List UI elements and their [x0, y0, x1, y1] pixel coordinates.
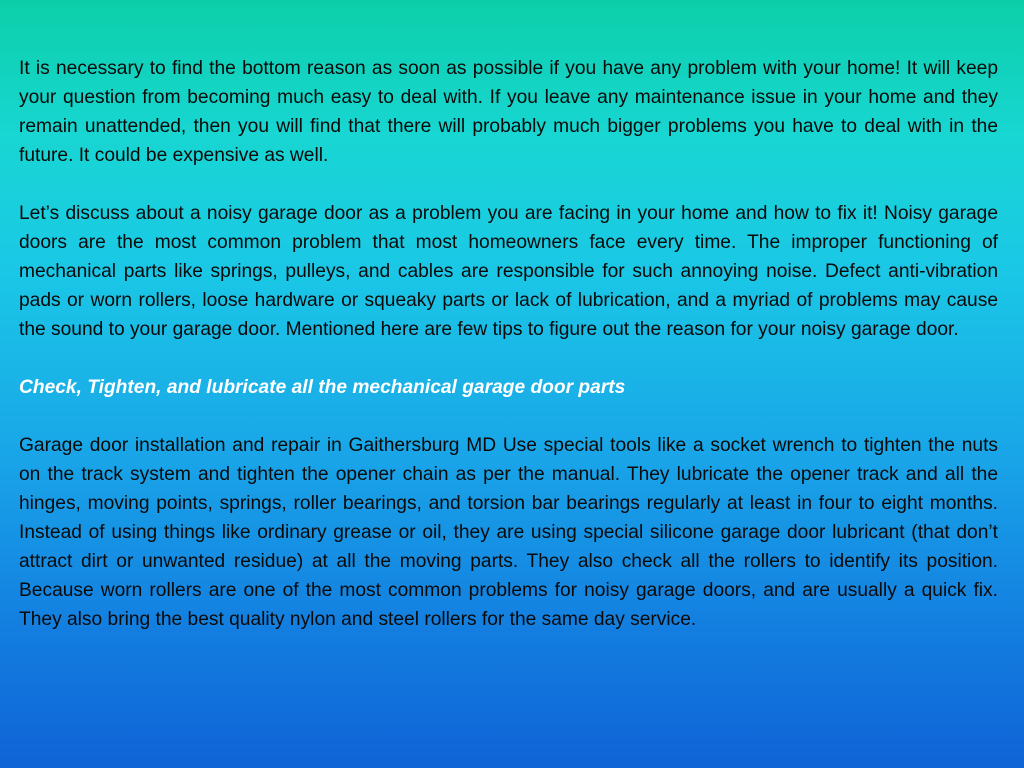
- paragraph-spacer: [19, 170, 998, 199]
- section-heading: Check, Tighten, and lubricate all the mechanical garage door parts: [19, 377, 626, 398]
- repair-paragraph: Garage door installation and repair in Gaithersburg MD Use special tools like a socket wrench to tighten the nuts on the track system and tighten the opener chain as per the manual. They lubricate the opener track and all the hinges, moving points, springs, roller bearings, and torsion bar bearings regularly at least in four to eight months. Instead of using things like ordinary grease or oil, they are using special silicone garage door lubricant (that don’t attract dirt or unwanted residue) at all the moving parts. They also check all the rollers to identify its position. Because worn rollers are one of the most common problems for noisy garage doors, and are usually a quick fix. They also bring the best quality nylon and steel rollers for the same day service.: [19, 435, 998, 630]
- paragraph-spacer: [19, 344, 998, 373]
- noisy-door-paragraph: Let’s discuss about a noisy garage door as a problem you are facing in your home and how to fix it! Noisy garage doors are the most common problem that most homeowners face every time. The improper functioning of mechanical parts like springs, pulleys, and cables are responsible for such annoying noise. Defect anti-vibration pads or worn rollers, loose hardware or squeaky parts or lack of lubrication, and a myriad of problems may cause the sound to your garage door. Mentioned here are few tips to figure out the reason for your noisy garage door.: [19, 203, 998, 340]
- paragraph-spacer: [19, 402, 998, 431]
- intro-paragraph: It is necessary to find the bottom reason as soon as possible if you have any problem with your home! It will keep your question from becoming much easy to deal with. If you leave any maintenance issue in your home and they remain unattended, then you will find that there will probably much bigger problems you have to deal with in the future. It could be expensive as well.: [19, 58, 998, 166]
